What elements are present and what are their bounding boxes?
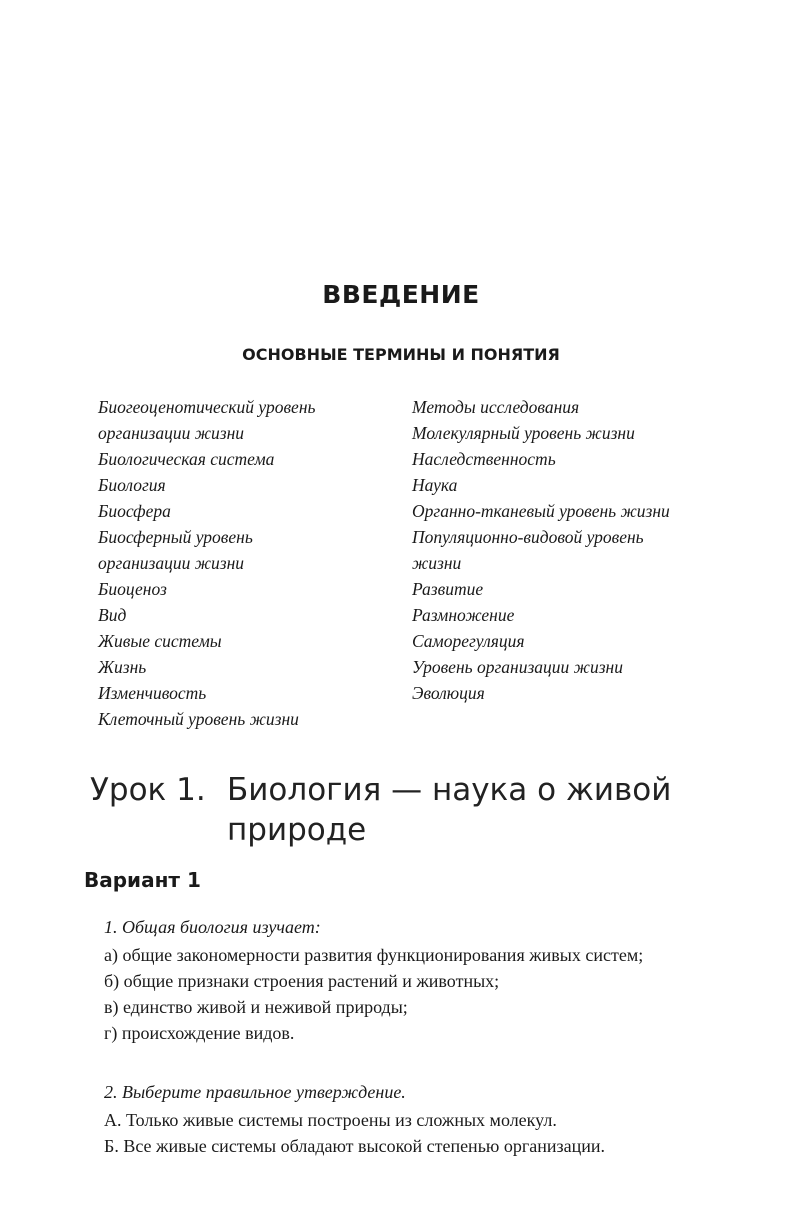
term-item: Живые системы (98, 631, 222, 651)
term-item: Изменчивость (98, 683, 207, 703)
term-item: Методы исследования (412, 397, 580, 417)
variant-heading: Вариант 1 (84, 868, 201, 892)
term-item: Биогеоценотический уровень (98, 397, 316, 417)
term-item: Жизнь (98, 657, 147, 677)
question-block (78, 914, 733, 1046)
answer-option: г) происхождение видов. (104, 1023, 295, 1043)
term-item: Уровень организации жизни (412, 657, 623, 677)
term-item: Саморегуляция (412, 631, 525, 651)
terms-heading: ОСНОВНЫЕ ТЕРМИНЫ И ПОНЯТИЯ (242, 345, 560, 364)
answer-option: Б. Все живые системы обладают высокой степенью организации. (104, 1136, 605, 1156)
lesson-number: Урок 1. (90, 772, 206, 808)
term-item: Развитие (412, 579, 484, 599)
term-item: Наследственность (412, 449, 556, 469)
term-item: Биосферный уровень (98, 527, 253, 547)
term-item: Биологическая система (98, 449, 275, 469)
term-item: организации жизни (98, 423, 244, 443)
answer-option: б) общие признаки строения растений и животных; (104, 971, 500, 991)
term-item: Эволюция (412, 683, 485, 703)
term-item: жизни (412, 553, 462, 573)
term-item: Наука (412, 475, 458, 495)
term-item: Размножение (412, 605, 515, 625)
term-item: Биосфера (98, 501, 171, 521)
answer-option: в) единство живой и неживой природы; (104, 997, 408, 1017)
chapter-title: ВВЕДЕНИЕ (322, 280, 480, 309)
terms-right-column (412, 394, 732, 706)
term-item: Биоценоз (98, 579, 167, 599)
answer-option: а) общие закономерности развития функционирования живых систем; (104, 945, 644, 965)
question-block (78, 1079, 733, 1159)
term-item: организации жизни (98, 553, 244, 573)
question-text: 1. Общая биология изучает: (104, 917, 321, 937)
terms-left-column (98, 394, 398, 732)
lesson-title: Биология — наука о живой природе (227, 772, 672, 848)
term-item: Молекулярный уровень жизни (412, 423, 635, 443)
term-item: Биология (98, 475, 166, 495)
question-text: 2. Выберите правильное утверждение. (104, 1082, 406, 1102)
answer-option: А. Только живые системы построены из сложных молекул. (104, 1110, 557, 1130)
term-item: Клеточный уровень жизни (98, 709, 299, 729)
term-item: Популяционно-видовой уровень (412, 527, 644, 547)
term-item: Вид (98, 605, 127, 625)
term-item: Органно-тканевый уровень жизни (412, 501, 670, 521)
